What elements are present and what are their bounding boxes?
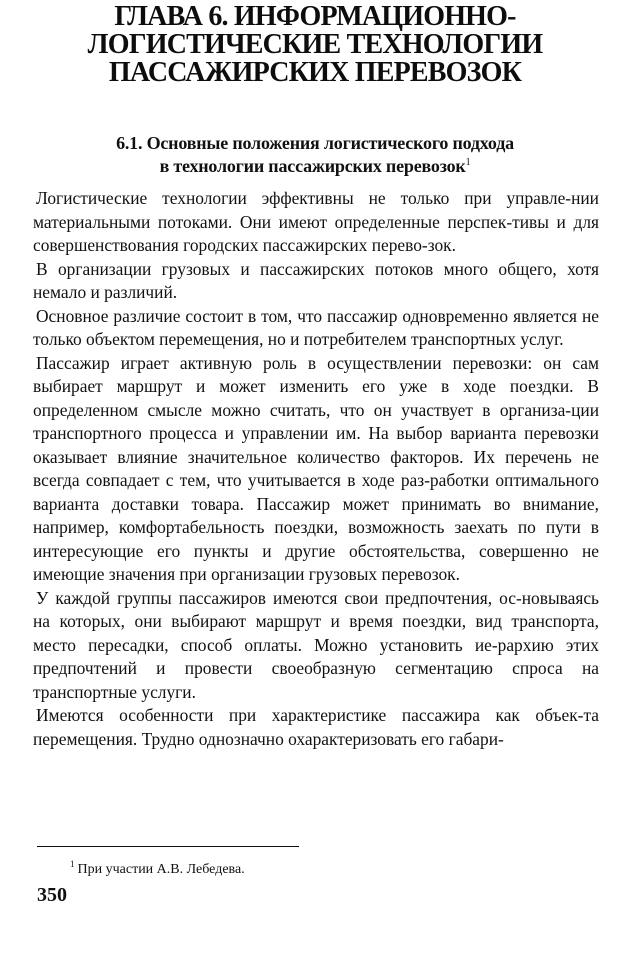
footnote-reference: 1 xyxy=(465,157,471,168)
chapter-title-line: ПАССАЖИРСКИХ ПЕРЕВОЗОК xyxy=(108,57,522,88)
paragraph: У каждой группы пассажиров имеются свои предпочтения, ос-новываясь на которых, они выбирают маршрут и время поездки, вид транспорта, место пересадки, способ оплаты. Можно установить ие-рархию этих предпочтений и провести своеобразную сегментацию спроса на транспортные услуги. xyxy=(33,587,599,702)
footnote xyxy=(70,861,245,879)
section-title-line xyxy=(30,155,600,178)
paragraph: Имеются особенности при характеристике пассажира как объек-та перемещения. Трудно однозначно охарактеризовать его габари- xyxy=(33,705,599,749)
paragraph: Пассажир играет активную роль в осуществлении перевозки: он сам выбирает маршрут и может изменить его уже в ходе поездки. В определенном смысле можно считать, что он участвует в организа-ции транспортного процесса и управлении им. На выбор варианта перевозки оказывает влияние значительное количество факторов. Их перечень не всегда совпадает с тем, что учитывается в ходе раз-работки оптимального варианта доставки товара. Пассажир может принимать во внимание, например, комфортабельность поездки, возможность заехать по пути в интересующие его пункты и другие обстоятельства, совершенно не имеющие значения при организации грузовых перевозок. xyxy=(33,352,599,584)
footnote-divider xyxy=(37,846,299,847)
body-text xyxy=(33,187,599,751)
footnote-text: При участии А.В. Лебедева. xyxy=(77,862,245,877)
chapter-title xyxy=(30,3,600,87)
chapter-title-line: ЛОГИСТИЧЕСКИЕ ТЕХНОЛОГИИ xyxy=(87,29,543,60)
chapter-title-line: ГЛАВА 6. ИНФОРМАЦИОННО- xyxy=(114,1,516,32)
section-title-line: 6.1. Основные положения логистического подхода xyxy=(116,133,514,153)
paragraph: В организации грузовых и пассажирских потоков много общего, хотя немало и различий. xyxy=(33,258,599,302)
section-title-line-text: в технологии пассажирских перевозок xyxy=(159,156,466,176)
section-title xyxy=(30,132,600,178)
paragraph: Логистические технологии эффективны не только при управле-нии материальными потоками. Они имеют определенные перспек-тивы и для совершенствования городских пассажирских перево-зок. xyxy=(33,188,599,255)
page-number: 350 xyxy=(37,884,67,906)
footnote-marker: 1 xyxy=(70,859,75,869)
paragraph: Основное различие состоит в том, что пассажир одновременно является не только объектом перемещения, но и потребителем транспортных услуг. xyxy=(33,305,599,349)
